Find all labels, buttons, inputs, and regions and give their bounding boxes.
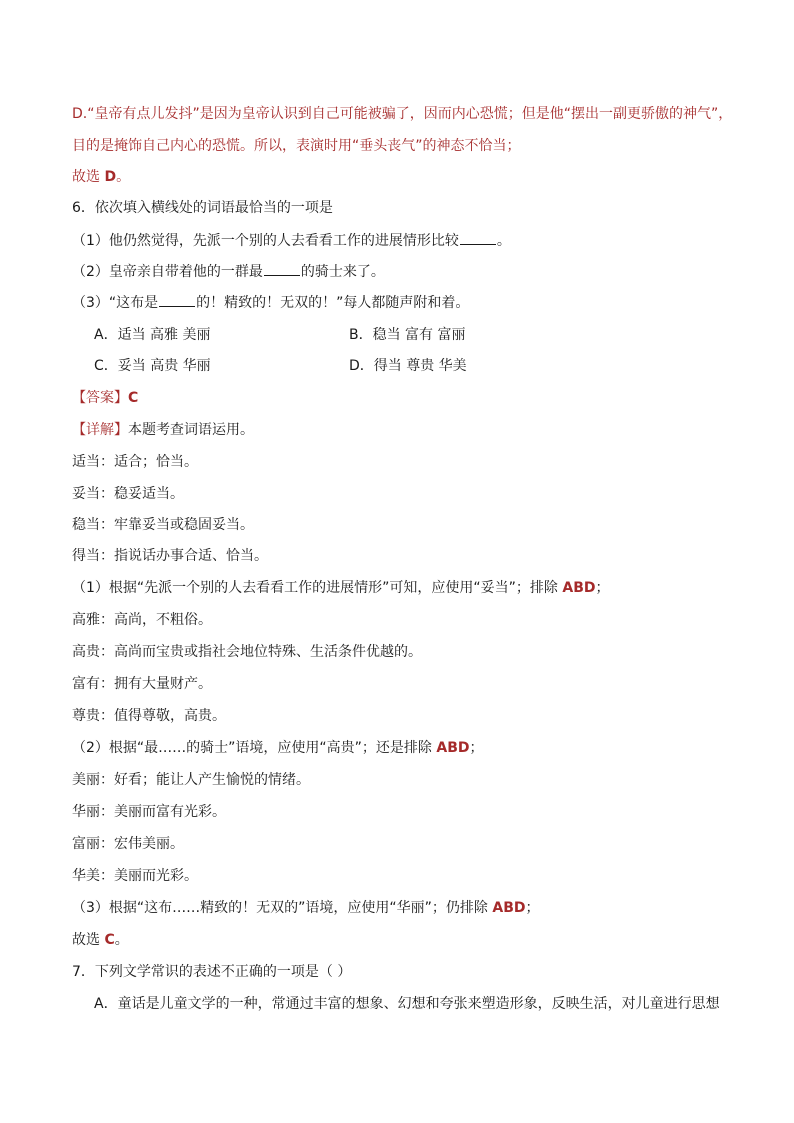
q7-stem: 7．下列文学常识的表述不正确的一项是（ ） — [72, 964, 352, 980]
explanation-line: 华丽：美丽而富有光彩。 — [72, 804, 226, 820]
detail-intro: 本题考查词语运用。 — [128, 422, 254, 438]
q5-option-d-line1: D.“皇帝有点儿发抖”是因为皇帝认识到自己可能被骗了，因而内心恐慌；但是他“摆出一副更骄傲的神气”， — [72, 106, 733, 122]
explanation-line: 富丽：宏伟美丽。 — [72, 836, 184, 852]
item2-text: （2）皇帝亲自带着他的一群最 — [72, 264, 263, 280]
q6-stem: 6．依次填入横线处的词语最恰当的一项是 — [72, 200, 333, 216]
reason-excluded: ABD — [436, 740, 470, 756]
reason-1 — [72, 578, 610, 598]
explanation-line: 适当：适合；恰当。 — [72, 454, 198, 470]
q6-answer — [72, 388, 138, 408]
q7-option-a: A．童话是儿童文学的一种，常通过丰富的想象、幻想和夸张来塑造形象，反映生活，对儿童进行思想 — [94, 996, 720, 1012]
explanation-line: 富有：拥有大量财产。 — [72, 676, 212, 692]
reason-end: ； — [525, 900, 540, 916]
answer-label: 【答案】 — [72, 390, 128, 406]
explanation-line: 高贵：高尚而宝贵或指社会地位特殊、生活条件优越的。 — [72, 644, 422, 660]
q5-conclusion — [72, 167, 130, 187]
explanation-line: 妥当：稳妥适当。 — [72, 486, 184, 502]
reason-end: ； — [595, 580, 610, 596]
explanation-line: 尊贵：值得尊敬，高贵。 — [72, 708, 226, 724]
q6-item1 — [72, 230, 511, 251]
fill-blank-3 — [159, 292, 195, 307]
q5-option-d-line2: 目的是掩饰自己内心的恐慌。所以，表演时用“垂头丧气”的神态不恰当； — [72, 138, 521, 154]
reason-text: （2）根据“最……的骑士”语境，应使用“高贵”；还是排除 — [72, 740, 437, 756]
q6-detail — [72, 420, 254, 440]
item3-text: （3）“这布是 — [72, 295, 159, 311]
answer-value: C — [128, 390, 139, 406]
reason-end: ； — [469, 740, 484, 756]
conclusion-suffix: 。 — [116, 169, 131, 185]
reason-excluded: ABD — [562, 580, 596, 596]
q6-option-b: B．稳当 富有 富丽 — [349, 327, 466, 343]
conclusion-answer: D — [104, 169, 117, 185]
explanation-line: 稳当：牢靠妥当或稳固妥当。 — [72, 517, 254, 533]
q6-option-d: D．得当 尊贵 华美 — [349, 358, 467, 374]
q6-conclusion — [72, 930, 129, 950]
conclusion-answer: C — [104, 932, 115, 948]
q6-option-c: C．妥当 高贵 华丽 — [94, 358, 211, 374]
reason-text: （3）根据“这布……精致的！无双的”语境，应使用“华丽”；仍排除 — [72, 900, 493, 916]
conclusion-prefix: 故选 — [72, 169, 105, 185]
reason-text: （1）根据“先派一个别的人去看看工作的进展情形”可知，应使用“妥当”；排除 — [72, 580, 563, 596]
conclusion-prefix: 故选 — [72, 932, 105, 948]
item2-end: 的骑士来了。 — [300, 264, 385, 280]
q6-item2 — [72, 261, 385, 282]
reason-2 — [72, 738, 484, 758]
q6-option-a: A．适当 高雅 美丽 — [94, 327, 211, 343]
fill-blank-2 — [264, 261, 300, 276]
conclusion-suffix: 。 — [114, 932, 129, 948]
explanation-line: 得当：指说话办事合适、恰当。 — [72, 548, 268, 564]
item1-end: 。 — [496, 233, 511, 249]
explanation-line: 高雅：高尚，不粗俗。 — [72, 612, 212, 628]
q6-item3 — [72, 292, 469, 313]
explanation-line: 华美：美丽而光彩。 — [72, 868, 198, 884]
fill-blank-1 — [460, 230, 496, 245]
detail-label: 【详解】 — [72, 422, 128, 438]
item1-text: （1）他仍然觉得，先派一个别的人去看看工作的进展情形比较 — [72, 233, 459, 249]
explanation-line: 美丽：好看；能让人产生愉悦的情绪。 — [72, 772, 310, 788]
item3-end: 的！精致的！无双的！”每人都随声附和着。 — [196, 295, 470, 311]
reason-3 — [72, 898, 540, 918]
reason-excluded: ABD — [492, 900, 526, 916]
